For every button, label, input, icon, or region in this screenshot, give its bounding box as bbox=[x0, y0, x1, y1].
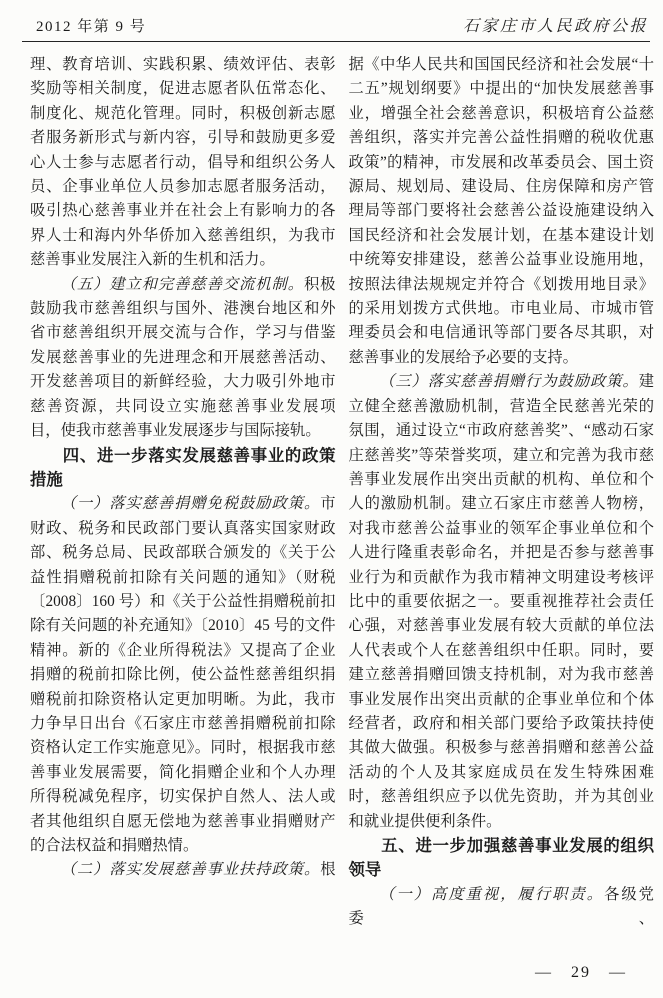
page-number: — 29 — bbox=[535, 964, 627, 981]
issue-number: 2012 年第 9 号 bbox=[36, 19, 147, 35]
document-body bbox=[0, 42, 663, 932]
section-heading: 四、进一步落实发展慈善事业的政策措施 bbox=[30, 446, 336, 489]
body-paragraph: （二）落实发展慈善事业扶持政策。根 bbox=[60, 861, 336, 879]
page-header bbox=[0, 0, 663, 38]
body-paragraph: （五）建立和完善慈善交流机制。积极鼓励我市慈善组织与国外、港澳台地区和外省市慈善组织开展交流与合作，学习与借鉴发展慈善事业的先进理念和开展慈善活动、开发慈善项目的新鲜经验，大力吸引外地市慈善资源，共同设立实施慈善事业发展项目，使我市慈善事业发展逐步与国际接轨。 bbox=[30, 275, 336, 440]
section-heading: 五、进一步加强慈善事业发展的组织领导 bbox=[348, 837, 654, 880]
paragraph-lead: （一）高度重视，履行职责。 bbox=[379, 885, 605, 903]
paragraph-lead: （二）落实发展慈善事业扶持政策。 bbox=[60, 861, 321, 879]
left-column bbox=[30, 53, 336, 932]
body-paragraph: （三）落实慈善捐赠行为鼓励政策。建立健全慈善激励机制，营造全民慈善光荣的氛围，通过设立“市政府慈善奖”、“感动石家庄慈善奖”等荣誉奖项，建立和完善为我市慈善事业发展作出突出贡献的机构、单位和个人的激励机制。建立石家庄市慈善人物榜，对我市慈善公益事业的领军企事业单位和个人进行隆重表彰命名，并把是否参与慈善事业行为和贡献作为我市精神文明建设考核评比中的重要依据之一。要重视推荐社会责任心强，对慈善事业发展有较大贡献的单位法人代表或个人在慈善组织中任职。同时，要建立慈善捐赠回馈支持机制，对为我市慈善事业发展作出突出贡献的企事业单位和个体经营者，政府和相关部门要给予政策扶持使其做大做强。积极参与慈善捐赠和慈善公益活动的个人及其家庭成员在发生特殊困难时，慈善组织应予以优先资助，并为其创业和就业提供便利条件。 bbox=[348, 373, 654, 830]
right-column bbox=[349, 53, 655, 932]
paragraph-lead: （一）落实慈善捐赠免税鼓励政策。 bbox=[60, 495, 321, 513]
body-paragraph: 理、教育培训、实践积累、绩效评估、表彰奖励等相关制度，促进志愿者队伍常态化、制度化、规范化管理。同时，积极创新志愿者服务新形式与新内容，引导和鼓励更多爱心人士参与志愿者行动，倡导和组织公务人员、企事业单位人员参加志愿者服务活动，吸引热心慈善事业并在社会上有影响力的各界人士和海内外华侨加入慈善组织，为我市慈善事业发展注入新的生机和活力。 bbox=[30, 56, 336, 269]
paragraph-lead: （三）落实慈善捐赠行为鼓励政策。 bbox=[379, 373, 639, 391]
page-footer bbox=[535, 964, 627, 982]
body-paragraph: （一）落实慈善捐赠免税鼓励政策。市财政、税务和民政部门要认真落实国家财政部、税务总局、民政部联合颁发的《关于公益性捐赠税前扣除有关问题的通知》（财税〔2008〕160 号）和《关于公益性捐赠税前扣除有关问题的补充通知》〔2010〕45 号的文件精神。新的《企业所得税法》又提高了企业捐赠的税前扣除比例，使公益性慈善组织捐赠税前扣除资格认定更加明晰。为此，我市力争早日出台《石家庄市慈善捐赠税前扣除资格认定工作实施意见》。同时，根据我市慈善事业发展需要，简化捐赠企业和个人办理所得税减免程序，切实保护自然人、法人或者其他组织自愿无偿地为慈善事业捐赠财产的合法权益和捐赠热情。 bbox=[30, 495, 336, 854]
paragraph-lead: （五）建立和完善慈善交流机制。 bbox=[60, 275, 304, 293]
body-paragraph: （一）高度重视，履行职责。各级党委、 bbox=[348, 885, 654, 928]
publication-title: 石家庄市人民政府公报 bbox=[462, 18, 648, 35]
body-paragraph: 据《中华人民共和国国民经济和社会发展“十二五”规划纲要》中提出的“加快发展慈善事业，增强全社会慈善意识，积极培育公益慈善组织，落实并完善公益性捐赠的税收优惠政策”的精神，市发展和改革委员会、国土资源局、规划局、建设局、住房保障和房产管理局等部门要将社会慈善公益设施建设纳入国民经济和社会发展计划，在基本建设计划中统筹安排建设，慈善公益事业设施用地，按照法律法规规定并符合《划拨用地目录》的采用划拨方式供地。市电业局、市城市管理委员会和电信通讯等部门要各尽其职，对慈善事业的发展给予必要的支持。 bbox=[348, 56, 654, 366]
